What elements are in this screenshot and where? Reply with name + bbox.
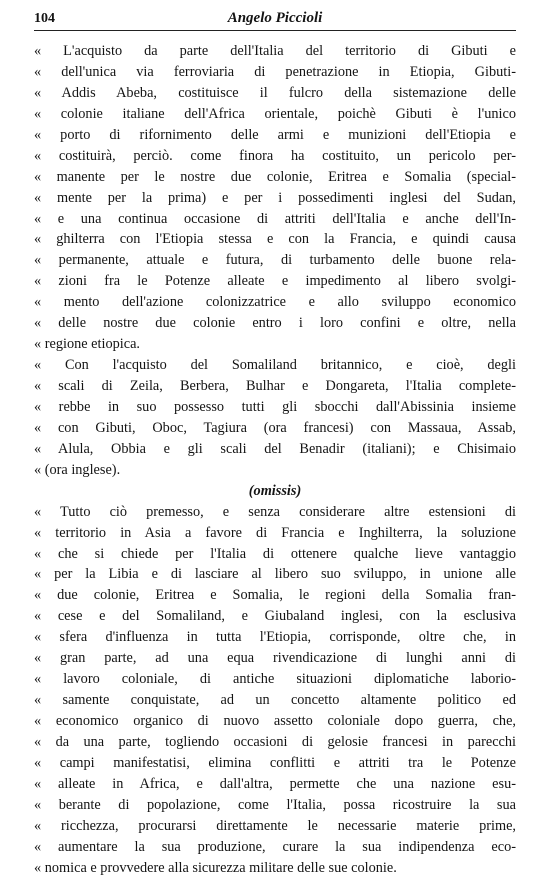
book-page [34, 8, 516, 879]
text-line: « sfera d'influenza in tutta l'Etiopia, corrisponde, oltre che, in [34, 629, 516, 646]
text-line: « scali di Zeila, Berbera, Bulhar e Dongareta, l'Italia complete- [34, 378, 516, 394]
page-header [34, 8, 516, 31]
text-line: « L'acquisto da parte dell'Italia del territorio di Gibuti e [34, 43, 516, 59]
text-line: « gran parte, ad una equa rivendicazione di lunghi anni di [34, 650, 516, 667]
text-line: « Con l'acquisto del Somaliland britannico, e cioè, degli [34, 357, 516, 374]
text-line: « costituirà, perciò. come finora ha costituito, un pericolo per- [34, 147, 516, 164]
text-line: « per la Libia e di lasciare al libero suo sviluppo, in unione alle [34, 566, 516, 583]
text-line: « Tutto ciò premesso, e senza considerare altre estensioni di [34, 503, 516, 520]
text-line: « permanente, attuale e futura, di turbamento delle buone rela- [34, 252, 516, 269]
text-line: « cese e del Somaliland, e Giubaland inglesi, con la esclusiva [34, 608, 516, 625]
text-line: « ghilterra con l'Etiopia stessa e con la Francia, e quindi causa [34, 231, 516, 248]
text-line: « porto di rifornimento delle armi e munizioni dell'Etiopia e [34, 126, 516, 143]
omissis-line: (omissis) [248, 482, 302, 499]
paragraph-2 [34, 355, 516, 481]
text-line: « (ora inglese). [34, 461, 121, 478]
text-line: « campi manifestatisi, elimina conflitti e attriti tra le Potenze [34, 754, 516, 771]
text-line: « economico organico di nuovo assetto coloniale dopo guerra, che, [34, 713, 516, 729]
text-line: « mente per la prima) e per i possedimenti inglesi del Sudan, [34, 189, 516, 206]
text-line: « che si chiede per l'Italia di ottenere qualche lieve vantaggio [34, 545, 516, 562]
text-line: « aumentare la sua produzione, curare la sua indipendenza eco- [34, 838, 516, 855]
text-line: « ricchezza, procurarsi direttamente le necessarie materie prime, [34, 817, 516, 834]
text-line: « con Gibuti, Oboc, Tagiura (ora francesi) con Massaua, Assab, [34, 419, 516, 436]
text-line: « alleate in Africa, e dall'altra, permette che una nazione esu- [34, 775, 516, 792]
text-line: « dell'unica via ferroviaria di penetrazione in Etiopia, Gibuti- [34, 63, 516, 80]
body-text [34, 41, 516, 879]
text-line: « regione etiopica. [34, 336, 140, 353]
text-line: « e una continua occasione di attriti dell'Italia e anche dell'In- [34, 210, 516, 227]
text-line: « delle nostre due colonie entro i loro confini e oltre, nella [34, 315, 516, 332]
text-line: « berante di popolazione, come l'Italia, possa ricostruire la sua [34, 796, 516, 813]
text-line: « zioni fra le Potenze alleate e impedimento al libero svolgi- [34, 273, 516, 290]
text-line: « da una parte, togliendo occasioni di gelosie francesi in parecchi [34, 733, 516, 750]
text-line: « samente conquistate, ad un concetto altamente politico ed [34, 692, 516, 709]
page-number: 104 [34, 11, 55, 26]
text-line: « territorio in Asia a favore di Francia e Inghilterra, la soluzione [34, 524, 516, 541]
running-head: Angelo Piccioli [227, 10, 323, 26]
text-line: « rebbe in suo possesso tutti gli sbocchi dall'Abissinia insieme [34, 398, 516, 415]
text-line: « nomica e provvedere alla sicurezza militare delle sue colonie. [34, 859, 397, 876]
text-line: « mento dell'azione colonizzatrice e allo sviluppo economico [34, 294, 516, 311]
text-line: « due colonie, Eritrea e Somalia, le regioni della Somalia fran- [34, 587, 516, 604]
text-line: « colonie italiane dell'Africa orientale, poichè Gibuti è l'unico [34, 105, 516, 122]
text-line: « Addis Abeba, costituisce il fulcro della sistemazione delle [34, 84, 516, 101]
text-line: « manente per le nostre due colonie, Eritrea e Somalia (special- [34, 168, 516, 185]
text-line: « lavoro coloniale, di antiche situazioni diplomatiche laborio- [34, 671, 516, 688]
paragraph-1 [34, 41, 516, 355]
text-line: « Alula, Obbia e gli scali del Benadir (italiani); e Chisimaio [34, 440, 516, 457]
omissis-note [34, 481, 516, 502]
